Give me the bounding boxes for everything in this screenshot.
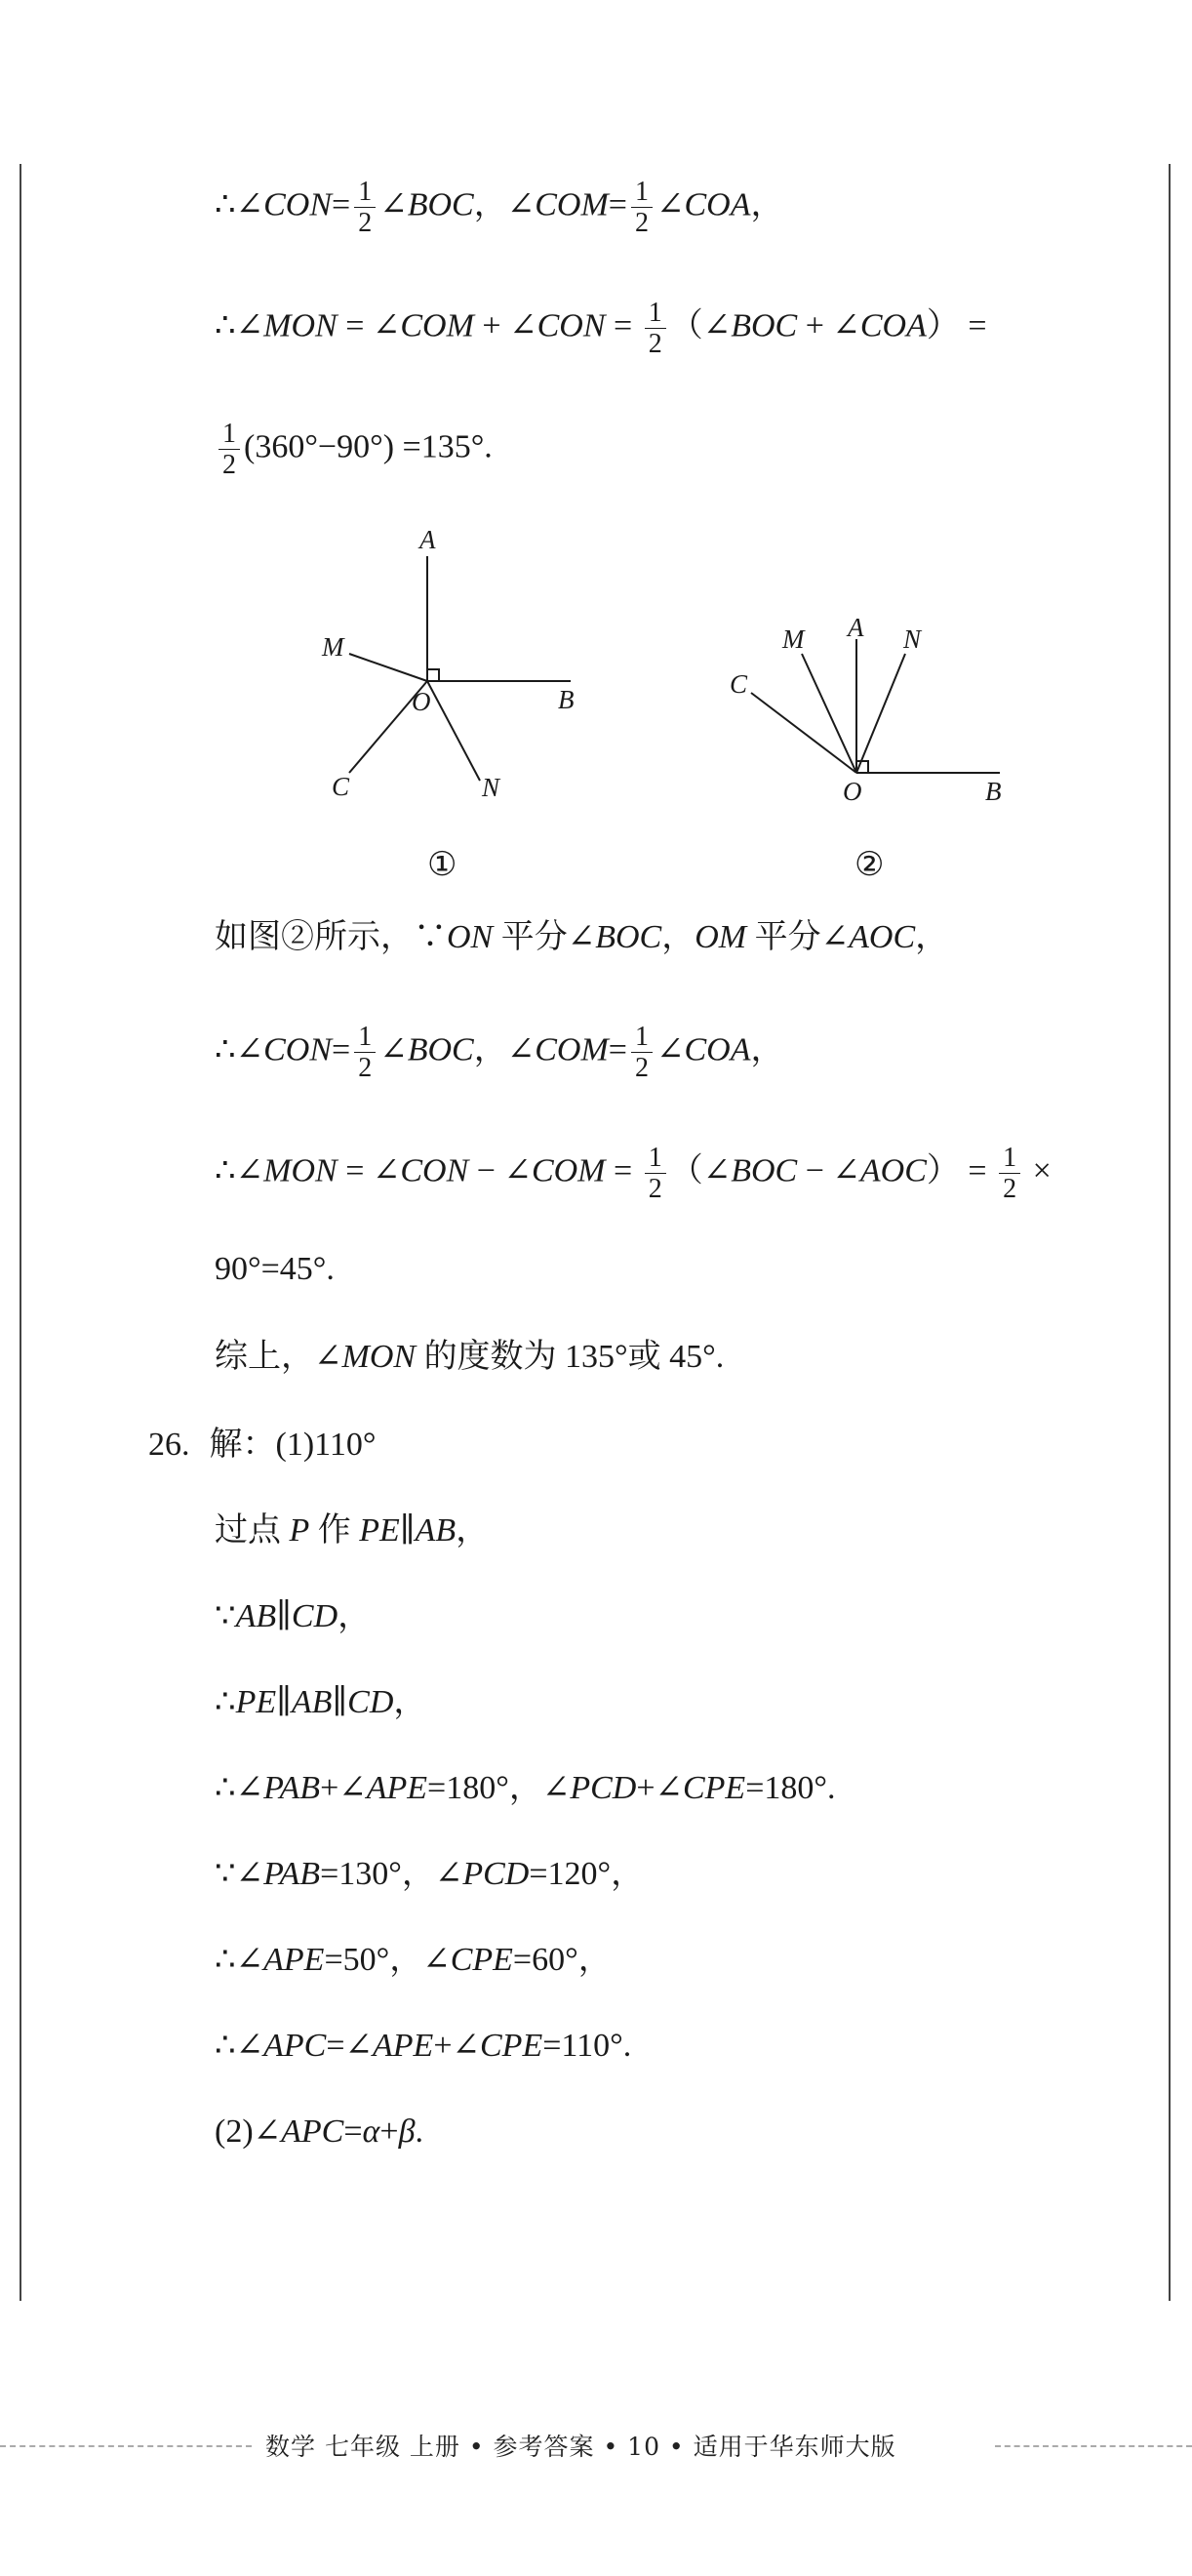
figure-1-caption: ① [427, 847, 457, 883]
solution-line-5: ∴∠CON= $\frac{1}{2}$ ∠BOC，∠COM= $\frac{1}{2}$ ∠COA， [215, 1022, 784, 1084]
problem-26-header: 26. 解：(1)110° [148, 1427, 377, 1463]
label-B: B [985, 777, 1002, 806]
fraction: $\frac{1}{2}$ [354, 178, 376, 238]
footer-text: 数学 七年级 上册 • 参考答案 • 10 • 适用于华东师大版 [265, 2433, 896, 2461]
label-M: M [322, 632, 344, 662]
solution-line-2: ∴∠MON = ∠COM + ∠CON = $\frac{1}{2}$ （∠BOC + ∠COA） = [215, 298, 987, 360]
page-footer [0, 2428, 1192, 2467]
fraction: $\frac{1}{2}$ [645, 299, 666, 359]
label-N: N [903, 624, 922, 654]
label-N: N [482, 773, 500, 802]
right-margin-line [1169, 164, 1171, 2301]
figure-2-caption: ② [854, 847, 885, 883]
label-A: A [419, 525, 436, 554]
footer-rule-left [0, 2445, 252, 2447]
solution-line-1: ∴∠CON= $\frac{1}{2}$ ∠BOC，∠COM= $\frac{1}{2}$ ∠COA， [215, 177, 784, 239]
solution-line-16: ∴∠APC=∠APE+∠CPE=110°. [215, 2028, 632, 2064]
figure-2-diagram [722, 595, 1034, 820]
label-C: C [332, 772, 350, 801]
solution-line-8: 综上，∠MON 的度数为 135°或 45°. [215, 1339, 725, 1375]
solution-line-15: ∴∠APE=50°，∠CPE=60°， [215, 1942, 612, 1978]
footer-rule-right [995, 2445, 1192, 2447]
left-margin-line [20, 164, 21, 2301]
label-O: O [843, 777, 862, 806]
solution-line-14: ∵∠PAB=130°，∠PCD=120°， [215, 1856, 645, 1892]
solution-line-4: 如图②所示，∵ON 平分∠BOC，OM 平分∠AOC， [215, 919, 949, 955]
solution-line-17: (2)∠APC=α+β. [215, 2113, 424, 2150]
ray-OC [751, 693, 856, 773]
fraction: $\frac{1}{2}$ [631, 178, 653, 238]
solution-line-11: ∵AB∥CD， [215, 1598, 372, 1634]
right-angle-mark [427, 669, 439, 681]
label-A: A [848, 613, 864, 642]
ray-OM [802, 654, 856, 773]
solution-line-12: ∴PE∥AB∥CD， [215, 1684, 427, 1720]
solution-line-13: ∴∠PAB+∠APE=180°，∠PCD+∠CPE=180°. [215, 1770, 836, 1806]
ray-ON [427, 681, 480, 781]
label-B: B [558, 685, 575, 714]
fraction: $\frac{1}{2}$ [219, 420, 240, 480]
label-C: C [730, 669, 748, 699]
problem-number: 26. [148, 1427, 190, 1463]
solution-line-6: ∴∠MON = ∠CON − ∠COM = $\frac{1}{2}$ （∠BOC − ∠AOC） = $\frac{1}{2}$ × [215, 1143, 1052, 1205]
solution-line-10: 过点 P 作 PE∥AB， [215, 1512, 490, 1549]
ray-ON [856, 654, 905, 773]
ray-OM [349, 654, 427, 681]
solution-line-3: $\frac{1}{2}$ (360°−90°) =135°. [215, 420, 493, 480]
fraction: $\frac{1}{2}$ [354, 1023, 376, 1083]
fraction: $\frac{1}{2}$ [999, 1144, 1020, 1204]
figure-1-diagram [302, 517, 605, 810]
fraction: $\frac{1}{2}$ [645, 1144, 666, 1204]
fraction: $\frac{1}{2}$ [631, 1023, 653, 1083]
label-O: O [412, 687, 431, 716]
label-M: M [782, 624, 805, 654]
solution-line-7: 90°=45°. [215, 1251, 335, 1287]
